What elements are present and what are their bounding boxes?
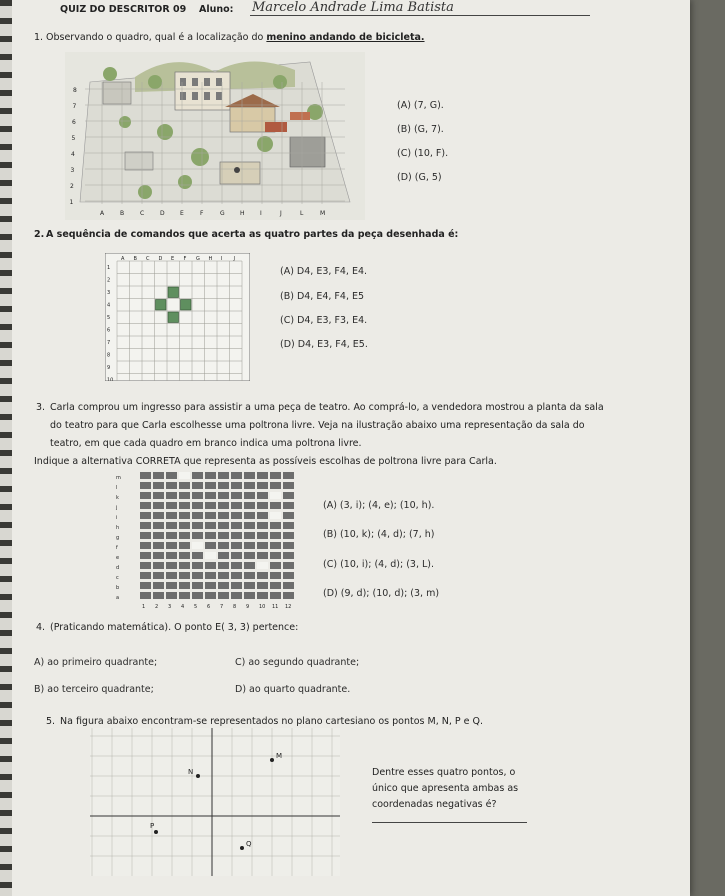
seat-col-label: 10 xyxy=(259,604,266,610)
seat-col-label: 11 xyxy=(272,604,279,610)
seat-taken xyxy=(153,572,164,579)
seat-free xyxy=(257,562,268,569)
bicycle-boy-icon xyxy=(234,167,240,173)
seat-taken xyxy=(244,542,255,549)
seat-taken xyxy=(166,512,177,519)
seat-taken xyxy=(166,592,177,599)
seat-taken xyxy=(192,482,203,489)
seat-taken xyxy=(153,592,164,599)
point-q-label: Q xyxy=(246,840,252,848)
piece-cell xyxy=(168,312,179,323)
map-row-label: 8 xyxy=(73,87,77,94)
seat-taken xyxy=(270,592,281,599)
q4-option-d[interactable]: D) ao quarto quadrante. xyxy=(235,684,351,695)
seat-row-label: l xyxy=(116,485,118,491)
piece-cell xyxy=(156,300,167,311)
grid-col-label: J xyxy=(233,256,235,262)
grid-col-label: A xyxy=(121,256,125,262)
grid-row-label: 9 xyxy=(107,365,111,371)
grid-row-label: 8 xyxy=(107,352,111,359)
point-p-label: P xyxy=(150,822,155,830)
q1-option-a[interactable]: (A) (7, G). xyxy=(397,100,444,111)
seat-taken xyxy=(218,512,229,519)
seat-taken xyxy=(218,552,229,559)
seat-taken xyxy=(140,522,151,529)
q1-option-b[interactable]: (B) (G, 7). xyxy=(397,124,444,135)
seat-taken xyxy=(283,572,294,579)
seat-taken xyxy=(283,512,294,519)
grid-row-label: 5 xyxy=(107,315,111,321)
spiral-binding xyxy=(0,0,12,896)
seat-taken xyxy=(257,522,268,529)
piece-cell xyxy=(181,300,192,311)
seat-col-label: 2 xyxy=(155,604,159,610)
seat-free xyxy=(270,492,281,499)
piece-cell xyxy=(168,287,179,298)
seat-taken xyxy=(166,492,177,499)
seat-taken xyxy=(140,592,151,599)
seat-taken xyxy=(140,542,151,549)
seat-taken xyxy=(231,522,242,529)
seat-taken xyxy=(205,542,216,549)
seat-taken xyxy=(257,582,268,589)
seat-row-label: e xyxy=(116,555,120,561)
seat-taken xyxy=(153,552,164,559)
point-q xyxy=(240,846,244,850)
seat-taken xyxy=(270,522,281,529)
seat-taken xyxy=(257,532,268,539)
seat-free xyxy=(192,542,203,549)
map-row-label: 6 xyxy=(72,119,76,126)
seat-taken xyxy=(205,512,216,519)
seat-taken xyxy=(257,572,268,579)
grid-row-label: 6 xyxy=(107,327,111,334)
seat-taken xyxy=(153,492,164,499)
seat-col-label: 3 xyxy=(168,604,172,610)
seat-taken xyxy=(231,562,242,569)
seat-taken xyxy=(140,482,151,489)
seat-taken xyxy=(140,512,151,519)
q2-text: A sequência de comandos que acerta as quatro partes da peça desenhada é: xyxy=(46,229,459,240)
seat-taken xyxy=(192,522,203,529)
q3-theater-seats xyxy=(112,468,302,618)
seat-taken xyxy=(140,582,151,589)
seat-taken xyxy=(270,572,281,579)
seat-taken xyxy=(153,502,164,509)
grid-row-label: 2 xyxy=(107,277,111,284)
seat-taken xyxy=(140,532,151,539)
seat-col-label: 9 xyxy=(246,604,250,610)
map-col-label: M xyxy=(320,210,326,217)
seat-taken xyxy=(153,472,164,479)
seat-taken xyxy=(231,542,242,549)
seat-taken xyxy=(244,492,255,499)
seat-taken xyxy=(179,582,190,589)
seat-taken xyxy=(205,582,216,589)
seat-taken xyxy=(257,472,268,479)
seat-taken xyxy=(270,482,281,489)
q5-number: 5. xyxy=(46,716,56,727)
map-row-label: 2 xyxy=(70,183,74,190)
seat-taken xyxy=(270,472,281,479)
q3-option-c[interactable]: (C) (10, i); (4, d); (3, L). xyxy=(323,559,435,570)
point-m-label: M xyxy=(276,752,283,760)
seat-taken xyxy=(218,502,229,509)
grid-row-label: 4 xyxy=(107,302,111,309)
seat-row-label: i xyxy=(116,515,118,521)
q1-town-map xyxy=(65,52,365,220)
seat-taken xyxy=(244,532,255,539)
seat-taken xyxy=(283,482,294,489)
seat-taken xyxy=(179,522,190,529)
seat-taken xyxy=(179,512,190,519)
seat-taken xyxy=(192,472,203,479)
q2-option-c[interactable]: (C) D4, E3, F3, E4. xyxy=(280,315,368,326)
seat-taken xyxy=(205,492,216,499)
q1-option-d[interactable]: (D) (G, 5) xyxy=(397,172,442,183)
seat-taken xyxy=(166,532,177,539)
seat-taken xyxy=(166,502,177,509)
map-row-label: 1 xyxy=(69,199,74,206)
seat-taken xyxy=(231,502,242,509)
seat-taken xyxy=(192,492,203,499)
seat-taken xyxy=(192,572,203,579)
grid-row-label: 3 xyxy=(107,290,111,296)
name-underline xyxy=(250,15,590,16)
grid-col-label: F xyxy=(183,256,187,262)
q4-option-a[interactable]: A) ao primeiro quadrante; xyxy=(34,657,158,668)
seat-taken xyxy=(283,582,294,589)
grid-col-label: D xyxy=(158,256,163,262)
seat-taken xyxy=(218,562,229,569)
q3-option-b[interactable]: (B) (10, k); (4, d); (7, h) xyxy=(323,529,435,540)
q2-grid xyxy=(105,253,250,381)
map-col-label: F xyxy=(200,210,204,217)
map-col-label: D xyxy=(160,210,165,217)
map-row-label: 4 xyxy=(71,151,75,158)
seat-taken xyxy=(231,532,242,539)
seat-taken xyxy=(205,482,216,489)
seat-taken xyxy=(231,472,242,479)
grid-row-label: 10 xyxy=(107,377,114,381)
seat-taken xyxy=(218,492,229,499)
seat-taken xyxy=(218,542,229,549)
seat-row-label: c xyxy=(116,575,119,581)
map-row-label: 5 xyxy=(71,135,76,142)
seat-taken xyxy=(153,582,164,589)
seat-col-label: 7 xyxy=(220,604,224,610)
q3-number: 3. xyxy=(36,402,46,413)
seat-taken xyxy=(179,532,190,539)
seat-taken xyxy=(205,562,216,569)
point-p xyxy=(154,830,158,834)
seat-taken xyxy=(153,522,164,529)
seat-taken xyxy=(192,552,203,559)
map-col-label: H xyxy=(240,210,245,217)
seat-row-label: h xyxy=(116,525,120,531)
seat-taken xyxy=(257,592,268,599)
seat-taken xyxy=(140,572,151,579)
seat-taken xyxy=(153,532,164,539)
seat-taken xyxy=(231,582,242,589)
student-label: Aluno: xyxy=(199,4,234,15)
seat-taken xyxy=(270,552,281,559)
q5-side-line1: Dentre esses quatro pontos, o xyxy=(372,767,516,778)
grid-col-label: C xyxy=(146,256,150,262)
seat-taken xyxy=(283,562,294,569)
seat-taken xyxy=(283,522,294,529)
seat-taken xyxy=(192,592,203,599)
seat-col-label: 1 xyxy=(142,604,146,610)
seat-taken xyxy=(231,572,242,579)
map-col-label: B xyxy=(120,210,125,217)
seat-taken xyxy=(166,562,177,569)
seat-free xyxy=(205,552,216,559)
seat-taken xyxy=(231,552,242,559)
point-n-label: N xyxy=(188,768,194,776)
seat-taken xyxy=(205,532,216,539)
map-col-label: J xyxy=(280,210,282,217)
seat-taken xyxy=(205,522,216,529)
q2-option-a[interactable]: (A) D4, E3, F4, E4. xyxy=(280,266,368,277)
seat-taken xyxy=(192,502,203,509)
seat-taken xyxy=(218,472,229,479)
q4-option-c[interactable]: C) ao segundo quadrante; xyxy=(235,657,360,668)
seat-taken xyxy=(231,482,242,489)
seat-taken xyxy=(166,582,177,589)
seat-taken xyxy=(270,502,281,509)
seat-taken xyxy=(205,502,216,509)
seat-taken xyxy=(179,502,190,509)
seat-col-label: 6 xyxy=(207,604,211,610)
seat-taken xyxy=(283,472,294,479)
map-row-label: 7 xyxy=(72,103,77,110)
seat-taken xyxy=(244,562,255,569)
seat-taken xyxy=(244,522,255,529)
seat-taken xyxy=(192,532,203,539)
seat-taken xyxy=(244,572,255,579)
seat-taken xyxy=(166,522,177,529)
grid-row-label: 7 xyxy=(107,340,111,346)
q1-highlight: menino andando de bicicleta. xyxy=(266,32,425,43)
seat-taken xyxy=(231,492,242,499)
seat-taken xyxy=(244,582,255,589)
student-name: Marcelo Andrade Lima Batista xyxy=(252,0,454,15)
q1-number: 1. xyxy=(34,32,44,43)
seat-col-label: 5 xyxy=(194,604,198,610)
seat-taken xyxy=(179,492,190,499)
q3-instruction: Indique a alternativa CORRETA que representa as possíveis escolhas de poltrona livre para Carla. xyxy=(34,456,497,467)
seat-taken xyxy=(218,592,229,599)
seat-taken xyxy=(192,512,203,519)
seat-row-label: a xyxy=(116,595,120,601)
seat-taken xyxy=(166,572,177,579)
seat-taken xyxy=(270,532,281,539)
grid-col-label: E xyxy=(171,256,175,262)
seat-taken xyxy=(192,562,203,569)
q3-line2: do teatro para que Carla escolhesse uma poltrona livre. Veja na ilustração abaixo uma representação da sala do xyxy=(50,420,585,431)
q3-option-d[interactable]: (D) (9, d); (10, d); (3, m) xyxy=(323,588,440,599)
grid-col-label: H xyxy=(208,256,213,262)
map-col-label: G xyxy=(220,210,225,217)
q4-number: 4. xyxy=(36,622,46,633)
seat-taken xyxy=(218,582,229,589)
seat-taken xyxy=(179,482,190,489)
seat-taken xyxy=(244,502,255,509)
seat-taken xyxy=(153,562,164,569)
q1-text xyxy=(46,32,425,44)
q1-text-main: Observando o quadro, qual é a localização do xyxy=(46,32,264,43)
map-col-label: A xyxy=(100,210,105,217)
map-row-label: 3 xyxy=(70,167,75,174)
seat-taken xyxy=(140,562,151,569)
seat-row-label: f xyxy=(116,545,118,551)
point-m xyxy=(270,758,274,762)
seat-taken xyxy=(231,512,242,519)
seat-taken xyxy=(244,592,255,599)
map-col-label: L xyxy=(300,210,304,217)
seat-taken xyxy=(257,512,268,519)
seat-row-label: g xyxy=(116,535,120,541)
seat-taken xyxy=(179,592,190,599)
seat-col-label: 8 xyxy=(233,604,237,610)
seat-taken xyxy=(270,562,281,569)
seat-taken xyxy=(218,572,229,579)
seat-taken xyxy=(205,592,216,599)
q5-cartesian-plane xyxy=(90,728,340,876)
seat-free xyxy=(270,512,281,519)
seat-row-label: k xyxy=(116,495,119,501)
seat-taken xyxy=(283,502,294,509)
seat-taken xyxy=(283,592,294,599)
grid-row-label: 1 xyxy=(107,265,111,271)
seat-taken xyxy=(244,472,255,479)
seat-taken xyxy=(257,552,268,559)
seat-taken xyxy=(140,472,151,479)
seat-taken xyxy=(283,532,294,539)
seat-taken xyxy=(153,542,164,549)
q3-line1: Carla comprou um ingresso para assistir a uma peça de teatro. Ao comprá-lo, a vendedora mostrou a planta da sala xyxy=(50,402,604,413)
seat-taken xyxy=(179,562,190,569)
seat-taken xyxy=(205,472,216,479)
seat-taken xyxy=(166,472,177,479)
seat-taken xyxy=(257,502,268,509)
seat-taken xyxy=(283,542,294,549)
seat-taken xyxy=(257,492,268,499)
q4-text: (Praticando matemática). O ponto E( 3, 3) pertence: xyxy=(50,622,299,633)
seat-taken xyxy=(179,572,190,579)
seat-taken xyxy=(218,482,229,489)
quiz-title: QUIZ DO DESCRITOR 09 xyxy=(60,4,187,15)
seat-free xyxy=(179,472,190,479)
q5-answer-line[interactable] xyxy=(372,822,527,823)
seat-taken xyxy=(270,582,281,589)
seat-taken xyxy=(244,512,255,519)
grid-col-label: G xyxy=(196,256,200,262)
q2-number: 2. xyxy=(34,229,45,240)
q1-option-c[interactable]: (C) (10, F). xyxy=(397,148,449,159)
q2-option-b[interactable]: (B) D4, E4, F4, E5 xyxy=(280,291,365,302)
seat-row-label: m xyxy=(116,475,121,481)
point-n xyxy=(196,774,200,778)
seat-taken xyxy=(231,592,242,599)
q3-option-a[interactable]: (A) (3, i); (4, e); (10, h). xyxy=(323,500,435,511)
grid-col-label: B xyxy=(133,256,137,262)
seat-taken xyxy=(166,552,177,559)
seat-row-label: j xyxy=(116,505,118,511)
q4-option-b[interactable]: B) ao terceiro quadrante; xyxy=(34,684,154,695)
seat-taken xyxy=(179,542,190,549)
seat-col-label: 4 xyxy=(181,604,185,610)
map-col-label: I xyxy=(260,210,262,217)
seat-row-label: b xyxy=(116,585,120,591)
seat-taken xyxy=(257,482,268,489)
q5-side-line2: único que apresenta ambas as xyxy=(372,783,519,794)
seat-taken xyxy=(205,572,216,579)
q2-option-d[interactable]: (D) D4, E3, F4, E5. xyxy=(280,339,368,350)
seat-taken xyxy=(153,482,164,489)
map-col-label: E xyxy=(180,210,184,217)
q5-side-line3: coordenadas negativas é? xyxy=(372,799,497,810)
seat-taken xyxy=(283,492,294,499)
seat-taken xyxy=(140,552,151,559)
seat-taken xyxy=(244,552,255,559)
grid-col-label: I xyxy=(221,256,223,262)
seat-taken xyxy=(192,582,203,589)
seat-taken xyxy=(179,552,190,559)
seat-taken xyxy=(283,552,294,559)
seat-taken xyxy=(166,542,177,549)
seat-taken xyxy=(270,542,281,549)
seat-taken xyxy=(218,532,229,539)
q5-text: Na figura abaixo encontram-se representados no plano cartesiano os pontos M, N, P e Q. xyxy=(60,716,483,727)
seat-taken xyxy=(153,512,164,519)
seat-taken xyxy=(166,482,177,489)
q3-line3: teatro, em que cada quadro em branco indica uma poltrona livre. xyxy=(50,438,362,449)
seat-col-label: 12 xyxy=(285,604,292,610)
seat-taken xyxy=(140,492,151,499)
seat-row-label: d xyxy=(116,565,120,571)
seat-taken xyxy=(140,502,151,509)
seat-taken xyxy=(244,482,255,489)
map-col-label: C xyxy=(140,210,145,217)
seat-taken xyxy=(218,522,229,529)
seat-taken xyxy=(257,542,268,549)
